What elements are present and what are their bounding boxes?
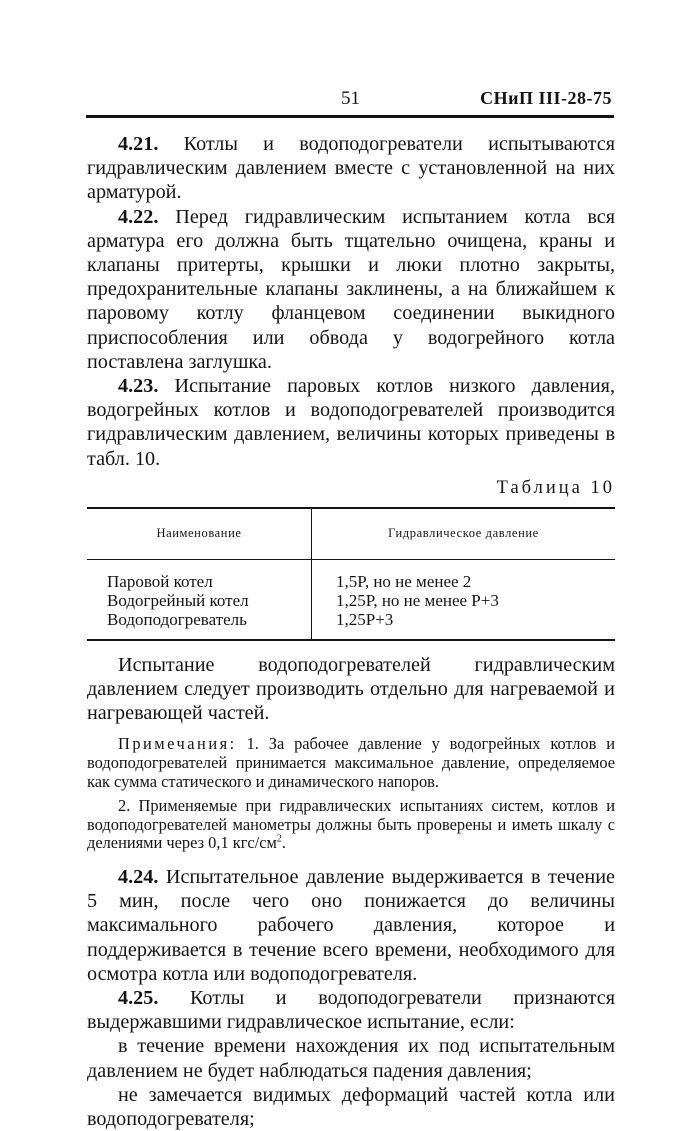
row-pressure: 1,25P+3 [336,609,394,629]
column-header-pressure: Гидравлическое давление [312,508,616,560]
clause-4-22 [87,205,615,374]
clause-text: Перед гидравлическим испытанием котла вся арматура его должна быть тщательно очищена, краны и клапаны притерты, крышки и люки плотно закрыты, предохранительные клапаны заклинены, а на ближайшем к паровому котлу фланцевом соединении выкидного приспособления или обвода у водогрейного котла поставлена заглушка. [87,205,615,373]
row-name: Водогрейный котел [107,590,249,610]
table-row [87,559,615,640]
note-1-text: 1. За рабочее давление у водогрейных котлов и водоподогревателей принимается максимальное давление, определяемое как сумма статического и динамического напоров. [87,734,615,791]
clause-4-23 [87,374,615,471]
table-header-row [87,508,615,560]
clause-4-25-item-2: не замечается видимых деформаций частей котла или водоподогревателя; [87,1083,615,1131]
clause-text: Котлы и водоподогреватели испытываются гидравлическим давлением вместе с установленной на них арматурой. [87,133,615,204]
paragraph-after-table: Испытание водоподогревателей гидравлическим давлением следует производить отдельно для нагреваемой и нагревающей частей. [87,653,615,725]
clause-4-21 [87,132,615,205]
clause-number: 4.22. [118,205,159,228]
document-code: СНиП III-28-75 [480,88,612,108]
superscript: 2 [276,833,282,845]
clause-text: Испытательное давление выдерживается в течение 5 мин, после чего оно понижается до величины максимального рабочего давления, которое и поддерживается в течение всего времени, необходимого для осмотра котла или водоподогревателя. [87,866,615,985]
clause-number: 4.23. [118,375,159,398]
note-2-text: 2. Применяемые при гидравлических испытаниях систем, котлов и водоподогревателей манометры должны быть проверены и иметь шкалу с делениями через 0,1 кгс/см [87,796,615,853]
header-rule [86,115,614,118]
table-cell-pressures [312,559,616,640]
row-name: Паровой котел [107,571,213,591]
table-caption: Таблица 10 [496,477,615,498]
page-number: 51 [341,88,360,109]
column-header-name: Наименование [87,508,312,560]
clause-number: 4.21. [118,133,159,155]
note-2 [87,797,615,853]
clause-text: Испытание паровых котлов низкого давления, водогрейных котлов и водоподогревателей производится гидравлическим давлением, величины которых приведены в табл. 10. [87,375,615,470]
notes-block [87,735,615,853]
row-pressure: 1,5P, но не менее 2 [336,571,472,591]
clause-4-24 [87,865,615,986]
note-2-end: . [281,833,287,853]
table-cell-names [87,559,312,640]
page-content [87,132,615,1131]
clause-4-25-item-1: в течение времени нахождения их под испытательным давлением не будет наблюдаться падения давления; [87,1035,615,1082]
page-header [86,86,614,118]
note-1 [87,735,615,791]
clause-text: Котлы и водоподогреватели признаются выдержавшими гидравлическое испытание, если: [87,987,615,1034]
notes-label: Примечания: [118,734,237,754]
table-10 [87,507,615,641]
clause-4-25 [87,986,615,1034]
row-name: Водоподогреватель [107,609,247,629]
row-pressure: 1,25P, но не менее P+3 [336,590,499,610]
clause-number: 4.24. [118,866,159,889]
clause-number: 4.25. [118,987,159,1010]
